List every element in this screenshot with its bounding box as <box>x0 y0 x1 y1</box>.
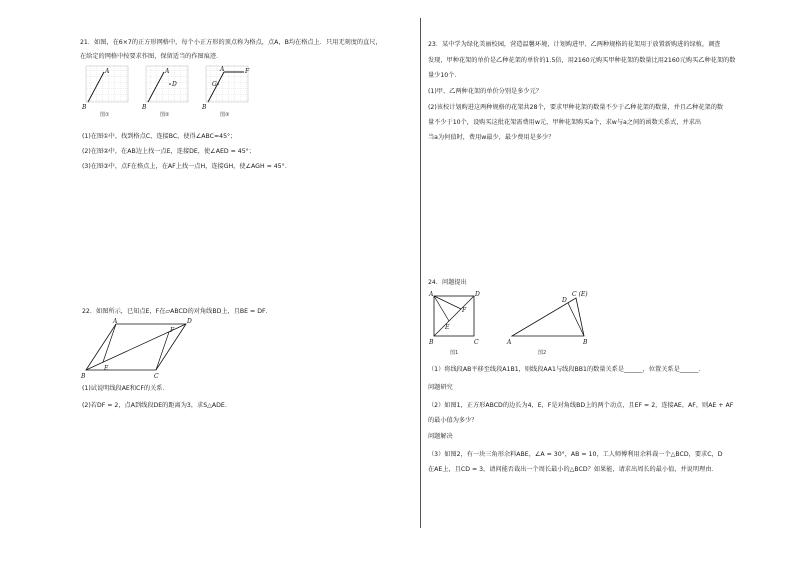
label-g-fig3: G <box>212 81 217 88</box>
q24-part1: （1）将线段AB平移至线段A1B1，则线段AA1与线段BB1的数量关系是______，位置关系是______． <box>428 366 705 373</box>
label-b: B <box>81 373 86 380</box>
q21-line1: 21．如图，在6×7的正方形网格中，每个小正方形的顶点称为格点，点A，B均在格点上．只用无刻度的直尺， <box>80 39 382 46</box>
label-e: E <box>104 365 109 372</box>
column-divider <box>420 18 421 528</box>
q23-part2a: (2)该校计划购进这两种规格的花架共28个，要求甲种花架的数量不少于乙种花架的数量，并且乙种花架的数 <box>428 104 724 111</box>
q23-line3: 量少10个． <box>428 72 461 79</box>
label-b-fig1: B <box>82 104 87 111</box>
label-b-fig3: B <box>202 104 207 111</box>
q24-part2a: （2）如图1，正方形ABCD的边长为4，E，F是对角线BD上的两个动点，且EF = 2，连接AE，AF，则AE + AF <box>428 402 734 409</box>
label-a: A <box>507 339 512 346</box>
q21-line2: 在给定的网格中按要求作图，保留适当的作图痕迹． <box>80 53 223 60</box>
q22-line1: 22．如图所示，已知点E，F在▱ABCD的对角线BD上，且BE = DF． <box>82 308 272 315</box>
q24-solve: 问题解决 <box>428 433 453 440</box>
label-a-fig3: A <box>220 66 225 73</box>
diagonal-bd <box>434 296 474 336</box>
label-a: A <box>113 318 118 325</box>
q21-part3: (3)在图③中，点F在格点上，在AF上找一点H，连接GH，使∠AGH = 45°． <box>82 163 291 170</box>
label-d: D <box>187 318 192 325</box>
caption-fig2: 图2 <box>538 350 547 356</box>
caption-fig3: 图③ <box>220 112 230 118</box>
segment-bd <box>568 303 584 336</box>
label-f-fig3: F <box>245 68 250 75</box>
label-a: A <box>429 291 434 298</box>
q22-part1: (1)试说明线段AE和CF的关系． <box>82 385 169 392</box>
point-g-fig3 <box>217 83 219 85</box>
q21-part2: (2)在图②中，在AB边上找一点E，连接DE，使∠AED = 45°； <box>82 148 255 155</box>
label-b: B <box>583 339 588 346</box>
label-d: D <box>562 297 567 304</box>
q23-part2b: 量不少于10个，设购买这批花架需费用w元，甲种花架购买a个，求w与a之间的函数关系式，并求出 <box>428 119 702 126</box>
q21-figures <box>84 64 254 122</box>
label-d-fig2: D <box>172 81 177 88</box>
q23-part1: (1)甲、乙两种花架的单价分别是多少元？ <box>428 88 542 95</box>
q24-part3b: 在AE上，且CD = 3，请问能否裁出一个周长最小的△BCD？如果能，请求出周长的最小值，并说明理由． <box>428 466 718 473</box>
triangle-abe <box>512 298 584 336</box>
q24-figure2 <box>507 291 592 356</box>
label-c: C <box>474 339 479 346</box>
caption-fig1: 图① <box>100 112 110 118</box>
q23-part2c: 当a为何值时，费用w最少，最少费用是多少？ <box>428 134 555 141</box>
q23-line2: 发现，甲种花架的单价是乙种花架的单价的1.5倍，用2160元购买甲种花架的数量比用2160元购买乙种花架的数 <box>428 57 736 64</box>
q21-part1: (1)在图①中，找到格点C，连接BC，使得∠ABC=45°； <box>82 133 237 140</box>
label-b-fig2: B <box>142 104 147 111</box>
label-f: F <box>462 307 467 314</box>
label-d: D <box>475 291 480 298</box>
segment-ae <box>103 324 116 362</box>
q24-part2b: 的最小值为多少？ <box>428 417 478 424</box>
caption-fig1: 图1 <box>450 350 459 356</box>
label-c: C <box>154 373 159 380</box>
q23-line1: 23．某中学为绿化美丽校园，营造温馨环境，计划购进甲、乙两种规格的花架用于放置新购进的绿植，调查 <box>428 41 721 48</box>
q22-part2: (2)若DF = 2，点A到线段DE的距离为3，求S△ADE． <box>82 402 232 409</box>
label-e: E <box>445 324 450 331</box>
q24-figure1 <box>429 291 482 356</box>
segment-cf <box>156 332 169 370</box>
label-a-fig2: A <box>165 68 170 75</box>
label-b: B <box>429 339 434 346</box>
q24-title: 24．问题提出 <box>428 279 467 286</box>
label-c-e: C (E) <box>572 291 588 298</box>
label-f: F <box>170 327 175 334</box>
caption-fig2: 图② <box>160 112 170 118</box>
label-a-fig1: A <box>105 68 110 75</box>
q24-part3a: （3）如图2，有一块三角形余料ABE，∠A = 30°，AB = 10，工人师傅利用余料裁一个△BCD，要求C，D <box>428 451 723 458</box>
point-d-fig2 <box>169 83 171 85</box>
q22-figure <box>81 318 206 380</box>
q24-research: 问题研究 <box>428 384 453 391</box>
